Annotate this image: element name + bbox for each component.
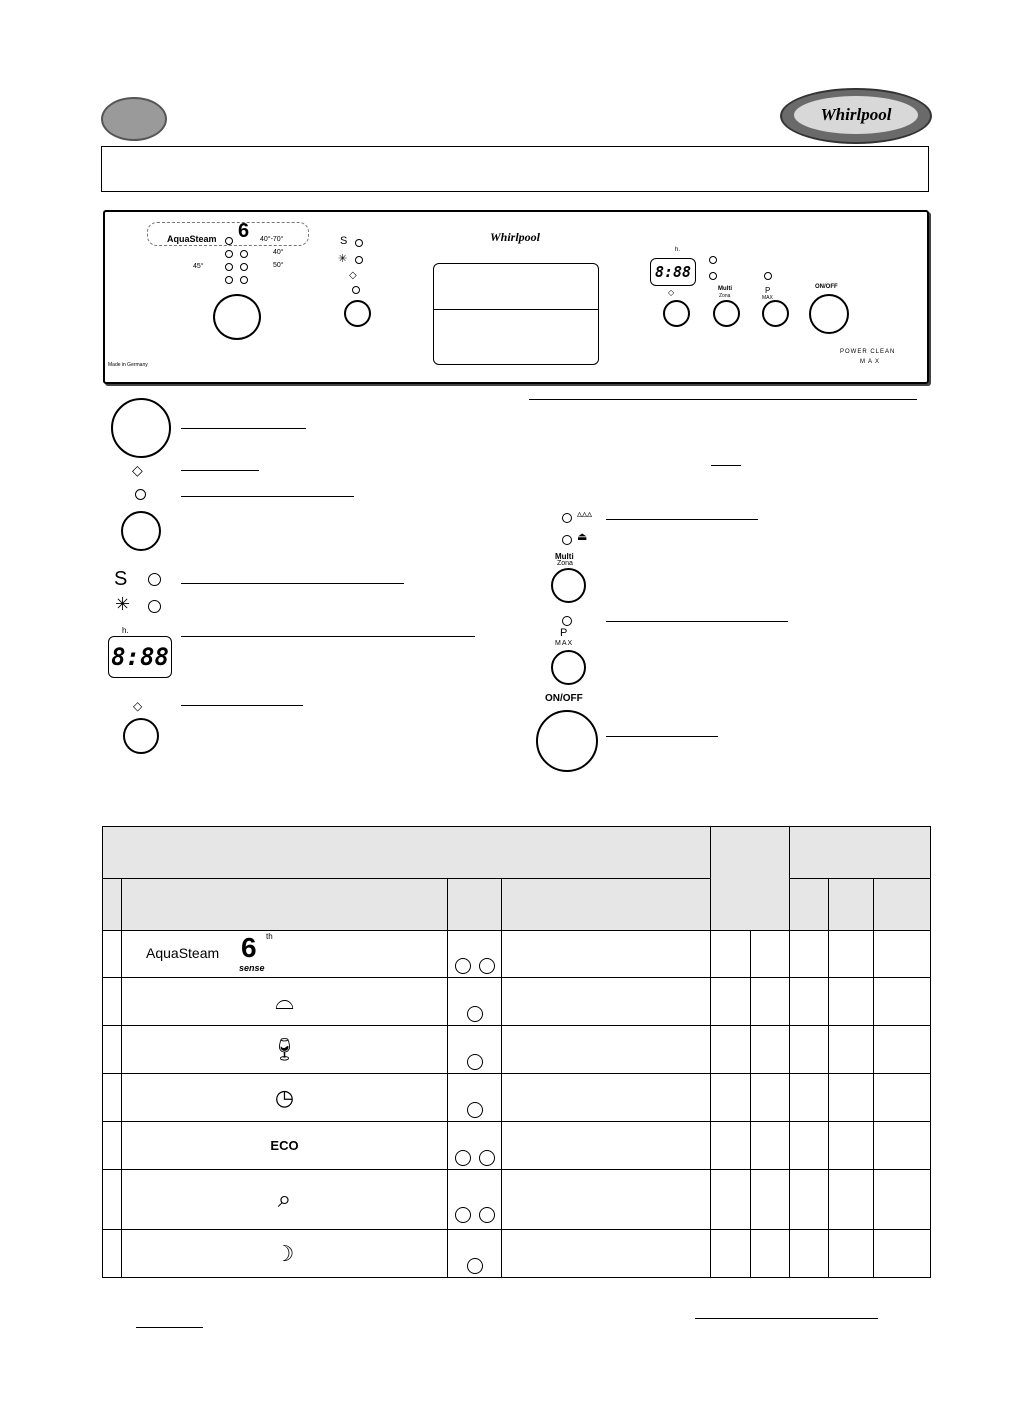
panel-onoff-label: ON/OFF <box>815 284 838 290</box>
table-sense-text: sense <box>239 963 265 973</box>
legend-line <box>181 470 259 471</box>
table-header-cell <box>103 879 122 931</box>
panel-display: 8:88 <box>650 258 696 286</box>
footer-line <box>695 1318 878 1319</box>
table-th-text: th <box>266 932 273 941</box>
legend-multizone-button <box>551 568 586 603</box>
start-button[interactable] <box>344 300 371 327</box>
panel-temp-2: 40° <box>273 249 284 256</box>
panel-hour-label: h. <box>675 247 681 253</box>
table-aquasteam-text: AquaSteam <box>146 945 220 961</box>
powermax-led <box>764 272 772 280</box>
powermax-button[interactable] <box>762 300 789 327</box>
legend-hour-label: h. <box>122 626 129 635</box>
multizone-lower-led <box>709 272 717 280</box>
legend-line <box>181 636 475 637</box>
made-in-germany: Made in Germany <box>108 362 148 368</box>
page-badge <box>101 97 167 141</box>
legend-line <box>606 519 758 520</box>
table-header-cell <box>874 879 931 931</box>
table-header-cell <box>790 879 829 931</box>
table-row <box>103 931 931 978</box>
legend-powermax-button <box>551 650 586 685</box>
legend-salt-led <box>148 573 161 586</box>
program-led <box>240 276 248 284</box>
panel-multi-label: Multi <box>718 286 732 292</box>
program-led <box>240 263 248 271</box>
legend-onoff-button <box>536 710 598 772</box>
legend-multi-label: Multi <box>555 552 574 561</box>
table-header-cell <box>829 879 874 931</box>
multizone-button[interactable] <box>713 300 740 327</box>
program-led <box>225 237 233 245</box>
rinse-aid-led <box>355 256 363 264</box>
legend-zona-label: Zona <box>557 560 573 567</box>
legend-line <box>606 621 788 622</box>
panel-aquasteam-text: AquaSteam <box>167 234 217 244</box>
multizone-upper-led <box>709 256 717 264</box>
legend-display: 8:88 <box>108 636 172 678</box>
glass-program-icon: 🍷︎ <box>270 1036 299 1062</box>
start-icon: ◇ <box>349 270 357 281</box>
prewash-program-icon: ⌕ <box>277 1185 292 1213</box>
legend-line <box>181 496 354 497</box>
table-row <box>103 978 931 1026</box>
power-max-label: MAX <box>860 359 883 365</box>
program-table <box>102 826 931 1278</box>
legend-line <box>606 736 718 737</box>
quick-program-icon: ◷ <box>274 1084 295 1110</box>
panel-six-text: 6 <box>238 220 250 242</box>
whirlpool-logo <box>780 88 932 144</box>
title-box <box>101 146 929 192</box>
legend-line <box>181 705 303 706</box>
control-panel <box>103 210 929 384</box>
delay-icon: ◇ <box>668 288 675 297</box>
table-row <box>103 1230 931 1278</box>
legend-rinse-aid-led <box>148 600 161 613</box>
panel-window <box>433 263 599 365</box>
table-header-cell <box>448 879 502 931</box>
legend-onoff-label: ON/OFF <box>545 693 583 704</box>
panel-temp-4: 50° <box>273 262 284 269</box>
panel-temp-1: 40°-70° <box>260 236 284 243</box>
footer-line <box>136 1327 203 1328</box>
legend-p-label: P <box>560 627 568 639</box>
legend-upper-basket-led <box>562 513 572 523</box>
legend-lower-basket-led <box>562 535 572 545</box>
start-led <box>352 286 360 294</box>
table-header-cell <box>122 879 448 931</box>
logo-text: Whirlpool <box>820 105 892 124</box>
legend-max-label: MAX <box>555 640 574 647</box>
legend-upper-basket-icon: ▵▵▵ <box>577 509 593 520</box>
salt-indicator-icon: S <box>340 235 348 247</box>
legend-line <box>181 428 306 429</box>
table-header-duration <box>790 827 931 879</box>
table-six-text: 6 <box>241 932 257 963</box>
salt-led <box>355 239 363 247</box>
rinse-aid-icon: ✳ <box>338 253 348 265</box>
table-row <box>103 1074 931 1122</box>
legend-program-knob <box>111 398 171 458</box>
onoff-button[interactable] <box>809 294 849 334</box>
legend-delay-button <box>123 718 159 754</box>
legend-line <box>529 399 917 400</box>
power-clean-label: POWER CLEAN <box>840 349 896 355</box>
legend-lower-basket-icon: ⏏ <box>577 531 588 543</box>
program-led <box>225 250 233 258</box>
table-row <box>103 1026 931 1074</box>
table-row <box>103 1170 931 1230</box>
program-led <box>225 263 233 271</box>
program-led <box>225 276 233 284</box>
legend-delay-icon: ◇ <box>133 699 143 713</box>
legend-start-button <box>121 511 161 551</box>
legend-start-led <box>135 489 146 500</box>
night-program-icon: ☽ <box>274 1240 295 1266</box>
program-selector-knob[interactable] <box>213 294 261 340</box>
table-header-consumption <box>711 827 790 931</box>
program-led <box>240 250 248 258</box>
panel-zona-label: Zona <box>719 293 731 299</box>
legend-rinse-aid-icon: ✳ <box>115 594 131 614</box>
delay-button[interactable] <box>663 300 690 327</box>
panel-whirlpool-logo: Whirlpool <box>490 230 541 244</box>
eco-program-icon: ECO <box>270 1138 299 1153</box>
table-header-programs <box>103 827 711 879</box>
panel-temp-3: 45° <box>193 263 204 270</box>
legend-powermax-led <box>562 616 572 626</box>
panel-max-label: MAX <box>762 295 773 301</box>
panel-p-label: P <box>765 286 771 295</box>
legend-line <box>181 583 404 584</box>
legend-start-icon: ◇ <box>132 462 143 478</box>
legend-line <box>711 465 741 466</box>
legend-salt-icon: S <box>114 568 128 590</box>
table-header-cell <box>502 879 711 931</box>
intensive-program-icon: ⌓ <box>275 987 294 1015</box>
table-row <box>103 1122 931 1170</box>
